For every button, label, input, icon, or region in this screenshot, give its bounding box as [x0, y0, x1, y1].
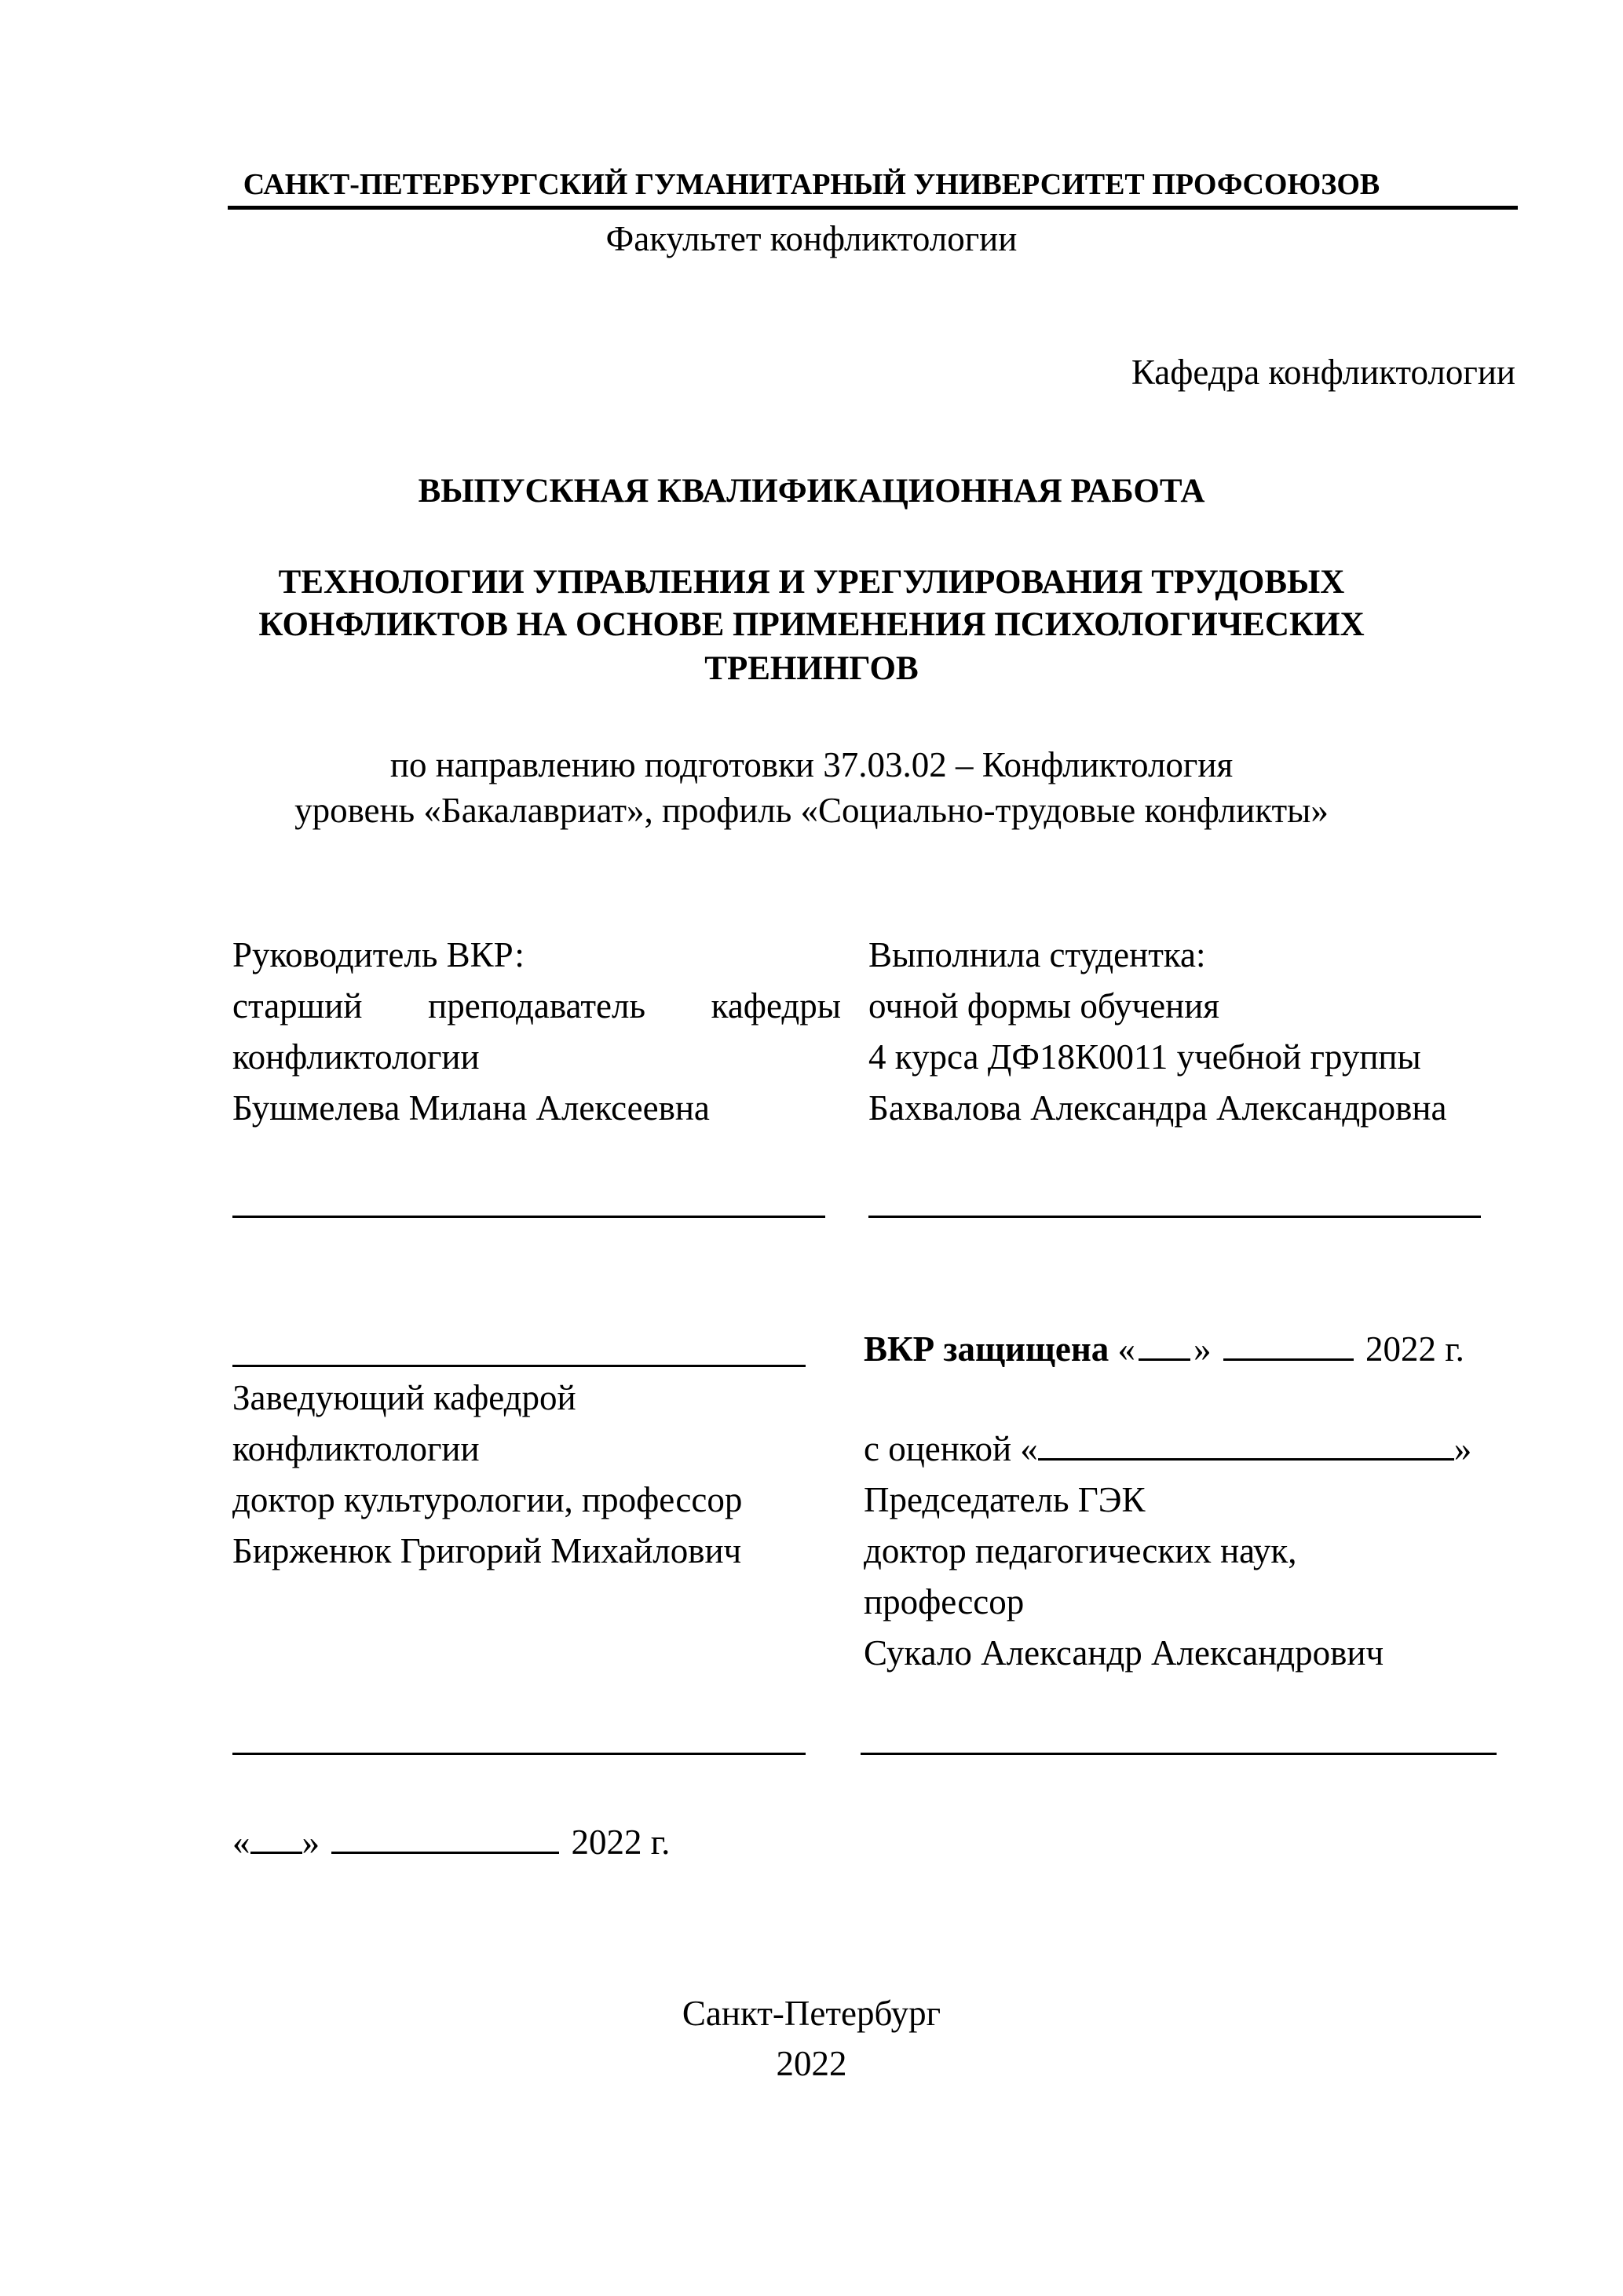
direction-line: по направлению подготовки 37.03.02 – Конфликтология [389, 745, 1234, 784]
supervisor-position-word: кафедры [711, 986, 841, 1026]
student-name: Бахвалова Александра Александровна [868, 1088, 1447, 1128]
approval-year: 2022 г. [571, 1823, 671, 1862]
supervisor-label: Руководитель ВКР: [232, 935, 525, 974]
grade-blank [1038, 1431, 1454, 1461]
student-label: Выполнила студентка: [868, 935, 1206, 974]
year: 2022 [776, 2044, 847, 2083]
chair-rank: профессор [864, 1582, 1025, 1621]
supervisor-position [232, 986, 841, 1026]
head-title: Заведующий кафедрой [232, 1378, 576, 1417]
day-blank [250, 1825, 302, 1854]
faculty-name: Факультет конфликтологии [605, 219, 1018, 258]
grade-close-quote: » [1453, 1429, 1472, 1468]
city: Санкт-Петербург [682, 1994, 941, 2033]
university-name: САНКТ-ПЕТЕРБУРГСКИЙ ГУМАНИТАРНЫЙ УНИВЕРСИТЕТ ПРОФСОЮЗОВ [243, 168, 1380, 201]
chair-signature-line [861, 1753, 1497, 1755]
department-name: Кафедра конфликтологии [1131, 353, 1515, 392]
head-signature-line [232, 1365, 806, 1367]
header-rule [228, 206, 1518, 210]
day-blank [1139, 1332, 1190, 1361]
topic-line: ТРЕНИНГОВ [704, 650, 919, 687]
close-quote: » [302, 1823, 320, 1862]
work-type-title: ВЫПУСКНАЯ КВАЛИФИКАЦИОННАЯ РАБОТА [418, 473, 1205, 510]
topic-line: ТЕХНОЛОГИИ УПРАВЛЕНИЯ И УРЕГУЛИРОВАНИЯ ТРУДОВЫХ [278, 564, 1345, 601]
supervisor-position-word: старший [232, 986, 363, 1026]
supervisor-department: конфликтологии [232, 1037, 480, 1077]
close-quote: » [1193, 1329, 1212, 1369]
chair-name: Сукало Александр Александрович [864, 1633, 1384, 1673]
topic-line: КОНФЛИКТОВ НА ОСНОВЕ ПРИМЕНЕНИЯ ПСИХОЛОГИЧЕСКИХ [258, 606, 1365, 643]
defense-label: ВКР защищена [864, 1329, 1109, 1369]
open-quote: « [1117, 1329, 1136, 1369]
supervisor-name: Бушмелева Милана Алексеевна [232, 1088, 710, 1128]
student-group: 4 курса ДФ18К0011 учебной группы [868, 1037, 1421, 1077]
defense-year: 2022 г. [1365, 1329, 1464, 1369]
supervisor-signature-line [232, 1216, 825, 1218]
profile-line: уровень «Бакалавриат», профиль «Социально-трудовые конфликты» [294, 791, 1329, 830]
student-study-form: очной формы обучения [868, 986, 1219, 1026]
grade-field [864, 1431, 1471, 1467]
head-department: конфликтологии [232, 1429, 480, 1468]
month-blank [331, 1825, 559, 1854]
month-blank [1223, 1332, 1354, 1361]
supervisor-position-word: преподаватель [428, 986, 645, 1026]
approval-date [232, 1825, 670, 1860]
chair-degree: доктор педагогических наук, [864, 1531, 1297, 1570]
head-approval-signature-line [232, 1753, 806, 1755]
grade-label: с оценкой « [864, 1429, 1038, 1468]
head-name: Бирженюк Григорий Михайлович [232, 1531, 742, 1570]
head-degree: доктор культурологии, профессор [232, 1480, 743, 1519]
chair-title: Председатель ГЭК [864, 1480, 1146, 1519]
defense-date [864, 1329, 1464, 1369]
open-quote: « [232, 1823, 250, 1862]
student-signature-line [868, 1216, 1481, 1218]
